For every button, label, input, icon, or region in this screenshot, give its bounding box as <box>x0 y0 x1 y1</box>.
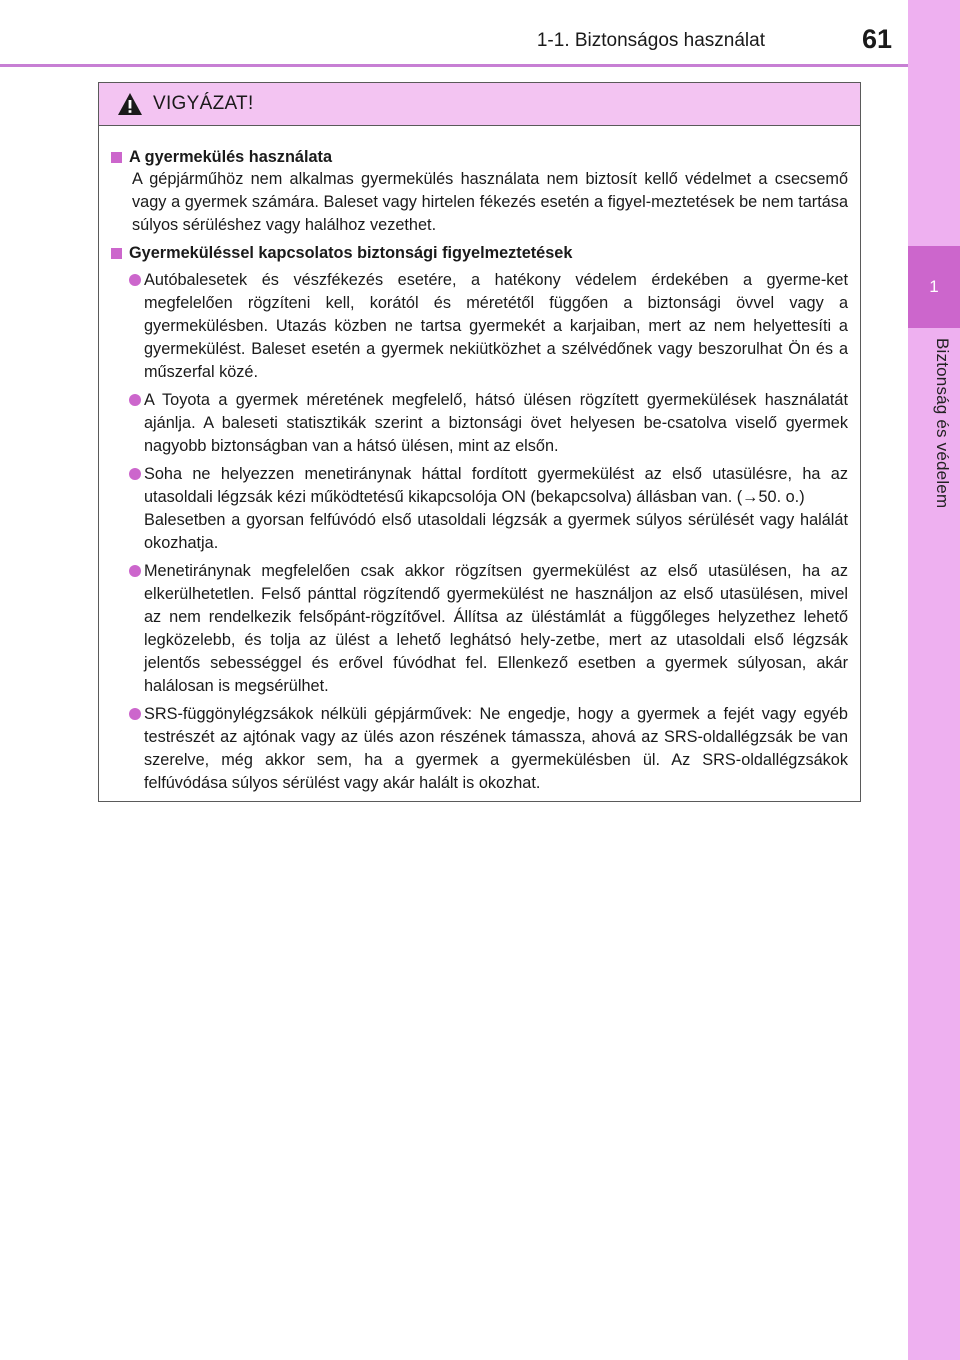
list-item <box>107 560 852 698</box>
section-heading-text: Gyermeküléssel kapcsolatos biztonsági figyelmeztetések <box>129 244 573 262</box>
square-bullet-icon <box>111 248 122 259</box>
caution-box <box>98 82 861 802</box>
list-item <box>107 703 852 795</box>
list-item-text: Soha ne helyezzen menetiránynak háttal fordított gyermekülést az első utasülésre, ha az utasoldali légzsák kézi működtetésű kikapcsolója ON (bekapcsolva) állásban van. (→50. o.) <box>144 465 848 506</box>
chapter-number: 1 <box>929 277 939 296</box>
list-item-text: Autóbalesetek és vészfékezés esetére, a hatékony védelem érdekében a gyerme-ket megfelelően rögzíteni kell, korától és méretétől függően a biztonsági övvel vagy a gyermekülésben. Utazás közben ne tartsa gyermekét a karjaiban, mert az nem helyettesíti a gyermekülést. Baleset esetén a gyermek nekiütközhet a szélvédőnek vagy beszorulhat Ön és a műszerfal közé. <box>144 271 848 381</box>
caution-header <box>99 83 860 126</box>
list-item <box>107 269 852 384</box>
chapter-label: Biztonság és védelem <box>933 338 952 509</box>
list-item-text-continued: Balesetben a gyorsan felfúvódó első utasoldali légzsák a gyermek súlyos sérülését vagy halálát okozhatja. <box>144 511 848 552</box>
warning-triangle-icon <box>117 92 143 116</box>
side-strip <box>908 0 960 1360</box>
caution-title: VIGYÁZAT! <box>153 93 254 114</box>
section-child-seat-use <box>107 146 852 237</box>
caution-body <box>99 126 860 795</box>
list-item-text: Menetiránynak megfelelően csak akkor rögzítsen gyermekülést az első utasülésen, ha az elkerülhetetlen. Felső pánttal rögzítendő gyermekülést ne használjon az első utasülésen, mivel az nem rendelkezik felsőpánt-rögzítővel. Állítsa az üléstámlát a függőleges helyzethez lehető legközelebb, és tolja az ülést a lehető leghátsó hely-zetbe, mert az utasoldali első légzsák jelentős sebességgel és erővel fúvódhat fel. Ellenkező esetben a gyermek súlyosan, akár halálosan is megsérülhet. <box>144 562 848 695</box>
section-heading <box>107 242 852 264</box>
round-bullet-icon <box>129 708 141 720</box>
round-bullet-icon <box>129 394 141 406</box>
section-title: 1-1. Biztonságos használat <box>536 30 765 51</box>
list-item <box>107 463 852 555</box>
chapter-tab[interactable] <box>908 246 960 328</box>
round-bullet-icon <box>129 274 141 286</box>
section-heading-text: A gyermekülés használata <box>129 148 333 166</box>
list-item <box>107 389 852 458</box>
round-bullet-icon <box>129 565 141 577</box>
list-item-text: A Toyota a gyermek méretének megfelelő, hátsó ülésen rögzített gyermekülések használatát ajánlja. A baleseti statisztikák szerint a biztonsági övet helyesen be-csatolva viselő gyermek nagyobb biztonságban van a hátsó ülésen, mint az elsőn. <box>144 391 848 455</box>
page-number: 61 <box>861 24 892 54</box>
header-divider <box>0 64 908 67</box>
square-bullet-icon <box>111 152 122 163</box>
section-paragraph: A gépjárműhöz nem alkalmas gyermekülés használata nem biztosít kellő védelmet a csecsemő vagy a gyermek számára. Baleset vagy hirtelen fékezés esetén a figyel-meztetések be nem tartása súlyos sérüléshez vagy halálhoz vezethet. <box>132 170 848 234</box>
section-heading <box>107 146 852 168</box>
round-bullet-icon <box>129 468 141 480</box>
list-item-text: SRS-függönylégzsákok nélküli gépjárművek: Ne engedje, hogy a gyermek a fejét vagy egyéb testrészét az ajtónak vagy az ülés azon részének támassza, ahová az SRS-oldallégzsák be van szerelve, még akkor sem, ha a gyermek a gyermekülésben ül. Az SRS-oldallégzsákok felfúvódása súlyos sérülést vagy akár halált is okozhat. <box>144 705 848 792</box>
section-child-seat-warnings <box>107 242 852 795</box>
